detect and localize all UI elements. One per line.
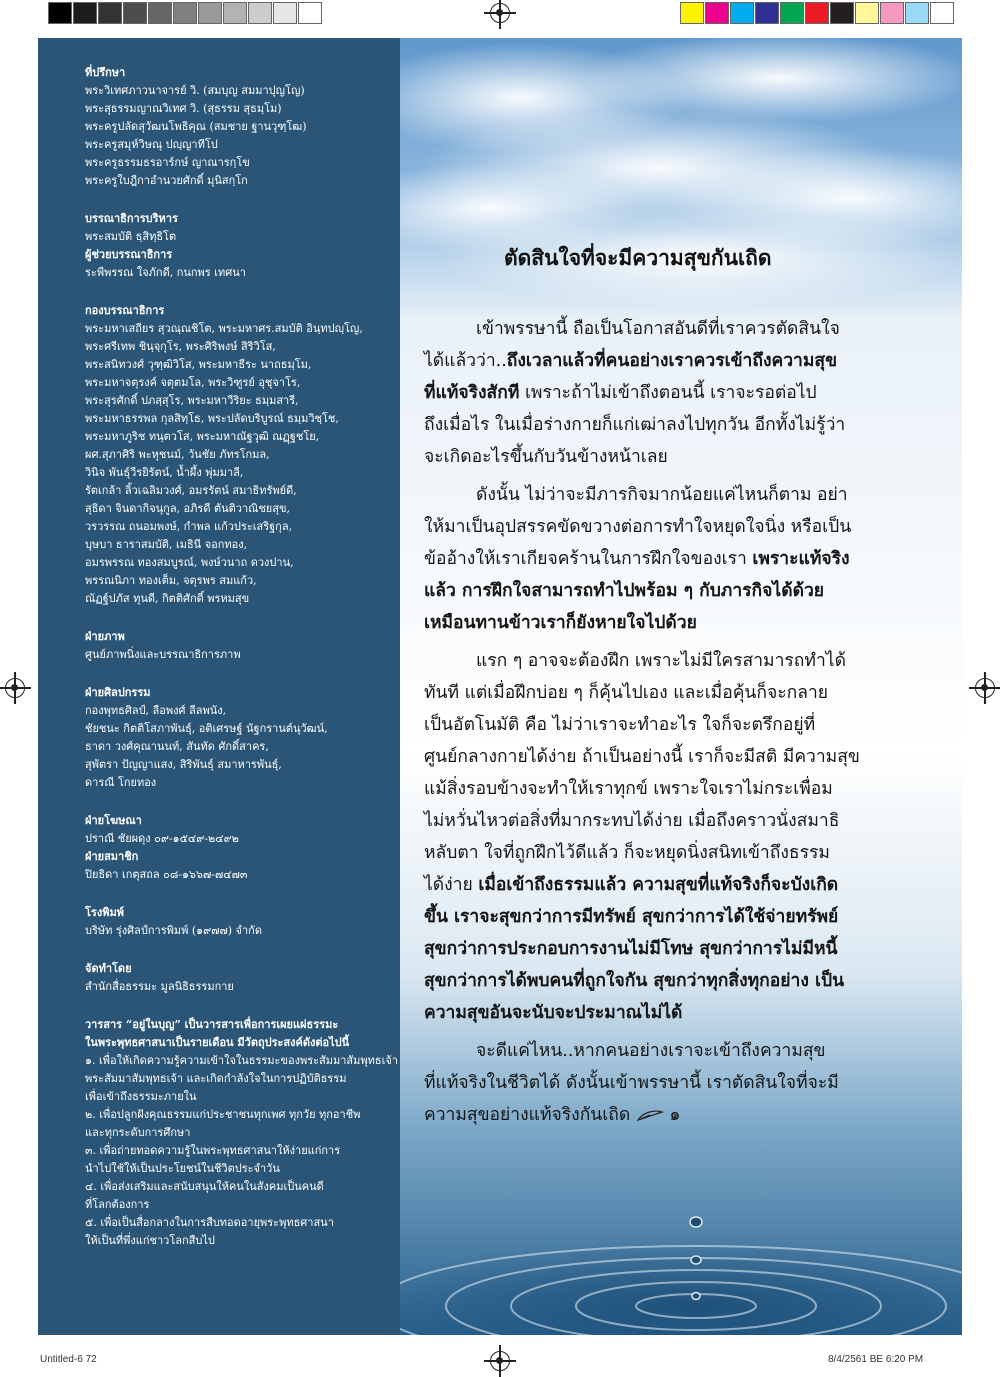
article-line: ให้มาเป็นอุปสรรคขัดขวางต่อการทำใจหยุดใจนิ่ง หรือเป็น bbox=[424, 517, 852, 537]
article-line: เป็นอัตโนมัติ คือ ไม่ว่าเราจะทำอะไร ใจก็จะตรึกอยู่ที่ bbox=[424, 715, 816, 735]
registration-mark-icon bbox=[490, 3, 510, 23]
article-emphasis: ถึงเวลาแล้วที่คนอย่างเราควรเข้าถึงความสุข bbox=[506, 351, 838, 371]
printer-name: บริษัท รุ่งศิลป์การพิมพ์ (๑๙๗๗) จำกัด bbox=[85, 924, 262, 937]
article-line: แม้สิ่งรอบข้างจะทำให้เราทุกข์ เพราะใจเราไม่กระเพื่อม bbox=[424, 779, 833, 799]
managing-editor-name: พระสมบัติ ธฺสิทฺธิโต bbox=[85, 230, 177, 243]
mission-line: และทุกระดับการศึกษา bbox=[85, 1126, 191, 1139]
editorial-board-line: สุธิดา จินดากิจนุกูล, อภิรดี ตันติวาณิชยสุข, bbox=[85, 502, 290, 515]
registration-mark-icon bbox=[975, 678, 995, 698]
editorial-board-line: พระสุรศักดิ์ ปภสฺสุโร, พระมหาวีริยะ ธมฺมสารี, bbox=[85, 394, 299, 407]
art-dept-line: ดารณี โกยทอง bbox=[85, 776, 157, 789]
advisor-name: พระครูใบฎีกาอำนวยศักดิ์ มุนิสกฺโก bbox=[85, 174, 248, 187]
article-line: ทันที แต่เมื่อฝึกบ่อย ๆ ก็คุ้นไปเอง และเมื่อคุ้นก็จะกลาย bbox=[424, 683, 829, 703]
producer-name: สำนักสื่อธรรมะ มูลนิธิธรรมกาย bbox=[85, 980, 234, 993]
art-dept-line: กองพุทธศิลป์, ลือพงศ์ ลีลพนัง, bbox=[85, 704, 227, 717]
article-text-run: ได้แล้วว่า.. bbox=[424, 351, 507, 371]
mission-line: พระสัมมาสัมพุทธเจ้า และเกิดกำลังใจในการปฏิบัติธรรม bbox=[85, 1072, 347, 1085]
photo-dept-title: ฝ่ายภาพ bbox=[85, 630, 125, 643]
article-line: สุขกว่าการได้พบคนที่ถูกใจกัน สุขกว่าทุกสิ่งทุกอย่าง เป็น bbox=[424, 971, 845, 991]
article-line: ไม่หวั่นไหวต่อสิ่งที่มากระทบได้ง่าย เมื่อถึงคราวนั่งสมาธิ bbox=[424, 811, 840, 831]
managing-editor-title: บรรณาธิการบริหาร bbox=[85, 212, 178, 225]
art-dept-line: สุพัตรา ปัญญาแสง, สิริพันธุ์ สมาหารพันธุ์, bbox=[85, 758, 282, 771]
advisor-name: พระครูธรรมธรอาร์กษ์ ญาณารกฺโข bbox=[85, 156, 250, 169]
assistant-editor-title: ผู้ช่วยบรรณาธิการ bbox=[85, 248, 173, 261]
art-dept-title: ฝ่ายศิลปกรรม bbox=[85, 686, 151, 699]
mission-line: นำไปใช้ให้เป็นประโยชน์ในชีวิตประจำวัน bbox=[85, 1162, 280, 1175]
membership-contact: ปิยธิดา เกตุสถล ๐๘-๑๖๖๗-๗๔๗๓ bbox=[85, 868, 248, 881]
quill-pen-icon bbox=[636, 1109, 664, 1123]
article-line: ที่แท้จริงในชีวิตได้ ดังนั้นเข้าพรรษานี้ เราตัดสินใจที่จะมี bbox=[424, 1073, 839, 1093]
article-line: แล้ว การฝึกใจสามารถทำไปพร้อม ๆ กับภารกิจได้ด้วย bbox=[424, 581, 825, 601]
editorial-board-line: พระศรีเทพ ชินฺจฺกุโร, พระศิริพงษ์ สิริวิโส, bbox=[85, 340, 276, 353]
article-emphasis: เพราะแท้จริง bbox=[752, 549, 850, 569]
advisor-name: พระวิเทศภาวนาจารย์ วิ. (สมบุญ สมมาปุญโญ) bbox=[85, 84, 305, 97]
print-slug-filename: Untitled-6 72 bbox=[40, 1354, 97, 1365]
editorial-board-line: พระมหาภูริช ทนฺตวโส, พระมหาณัฐวุฒิ ณฏฺฐชโย, bbox=[85, 430, 320, 443]
article-text-run: เพราะถ้าไม่เข้าถึงตอนนี้ เราจะรอต่อไป bbox=[519, 383, 817, 403]
article-line: ความสุขอันจะนับจะประมาณไม่ได้ bbox=[424, 1003, 683, 1023]
mission-heading: วารสาร “อยู่ในบุญ” เป็นวารสารเพื่อการเผยแผ่ธรรมะ bbox=[85, 1018, 339, 1031]
article-emphasis: ที่แท้จริงสักที bbox=[424, 383, 520, 403]
registration-mark-icon bbox=[490, 1351, 510, 1371]
photo-dept-name: ศูนย์ภาพนิ่งและบรรณาธิการภาพ bbox=[85, 648, 241, 661]
advisor-name: พระครูปลัดสุวัฒนโพธิคุณ (สมชาย ฐานวุฑฺโฒ) bbox=[85, 120, 307, 133]
ads-dept-contact: ปราณี ชัยผดุง ๐๙-๑๕๔๙-๒๔๙๒ bbox=[85, 832, 239, 845]
editorial-board-line: บุษบา ธาราสมบัติ, เมธินี จอกทอง, bbox=[85, 538, 248, 551]
article-emphasis: เมื่อเข้าถึงธรรมแล้ว ความสุขที่แท้จริงก็จะบังเกิด bbox=[478, 875, 839, 895]
article-text-run: ได้ง่าย bbox=[424, 875, 479, 895]
article-text-run: ความสุขอย่างแท้จริงกันเถิด bbox=[424, 1105, 631, 1125]
article-title: ตัดสินใจที่จะมีความสุขกันเถิด bbox=[504, 245, 772, 270]
article-text-run: ข้ออ้างให้เราเกียจคร้านในการฝึกใจของเรา bbox=[424, 549, 753, 569]
ads-dept-title: ฝ่ายโฆษณา bbox=[85, 814, 142, 827]
article-line: แรก ๆ อาจจะต้องฝึก เพราะไม่มีใครสามารถทำได้ bbox=[476, 651, 846, 671]
editorial-board-line: พรรณนิภา ทองเต็ม, จตุรพร สมแก้ว, bbox=[85, 574, 257, 587]
assistant-editor-name: ระพีพรรณ ใจภักดี, กนกพร เทศนา bbox=[85, 266, 246, 279]
article-line: จะดีแค่ไหน..หากคนอย่างเราจะเข้าถึงความสุข bbox=[476, 1041, 826, 1061]
masthead-sidebar bbox=[38, 38, 400, 1335]
article-line: สุขกว่าการประกอบการงานไม่มีโทษ สุขกว่าการไม่มีหนี้ bbox=[424, 939, 838, 959]
membership-title: ฝ่ายสมาชิก bbox=[85, 850, 139, 863]
mission-line: ๕. เพื่อเป็นสื่อกลางในการสืบทอดอายุพระพุทธศาสนา bbox=[85, 1216, 334, 1229]
article-line bbox=[424, 1104, 680, 1126]
mission-line: ๔. เพื่อส่งเสริมและสนับสนุนให้คนในสังคมเป็นคนดี bbox=[85, 1180, 324, 1193]
mission-line: ๒. เพื่อปลูกฝังคุณธรรมแก่ประชาชนทุกเพศ ทุกวัย ทุกอาชีพ bbox=[85, 1108, 361, 1121]
end-mark: ๑ bbox=[669, 1105, 681, 1125]
advisors-title: ที่ปรึกษา bbox=[85, 66, 126, 79]
article-line: เข้าพรรษานี้ ถือเป็นโอกาสอันดีที่เราควรตัดสินใจ bbox=[476, 319, 840, 339]
advisor-name: พระครูสมุห์วิษณุ ปญฺญาทีโป bbox=[85, 138, 218, 151]
editorial-board-line: รัตเกล้า ลิ้วเฉลิมวงศ์, อมรรัตน์ สมาธิทรัพย์ดี, bbox=[85, 484, 297, 497]
editorial-board-line: ณัฏฐ์ปภัส ทุนดี, กิตติศักดิ์ พรหมสุข bbox=[85, 592, 250, 605]
mission-heading: ในพระพุทธศาสนาเป็นรายเดือน มีวัตถุประสงค์ดังต่อไปนี้ bbox=[85, 1036, 350, 1049]
article-line: เหมือนทานข้าวเราก็ยังหายใจไปด้วย bbox=[424, 613, 697, 633]
editorial-board-line: วรวรรณ ถนอมพงษ์, กำพล แก้วประเสริฐกุล, bbox=[85, 520, 293, 533]
article-line bbox=[424, 382, 817, 404]
art-dept-line: ธาดา วงศ์คุณานนท์, สันทัด ศักดิ์สาคร, bbox=[85, 740, 269, 753]
editorial-board-line: พระมหาเสถียร สุวณฺณชิโต, พระมหาศร.สมบัติ อินฺทปญฺโญ, bbox=[85, 322, 363, 335]
article-line: ขึ้น เราจะสุขกว่าการมีทรัพย์ สุขกว่าการได้ใช้จ่ายทรัพย์ bbox=[424, 907, 839, 927]
producer-title: จัดทำโดย bbox=[85, 962, 132, 975]
article-line: ศูนย์กลางกายได้ง่าย ถ้าเป็นอย่างนี้ เราก็จะมีสติ มีความสุข bbox=[424, 747, 860, 767]
mission-line: ๓. เพื่อถ่ายทอดความรู้ในพระพุทธศาสนาให้ง่ายแก่การ bbox=[85, 1144, 341, 1157]
article-line bbox=[424, 874, 838, 896]
editorial-board-line: วินิจ พันธุ์วีรยิรัตน์, น้ำผึ้ง พุ่มมาลี, bbox=[85, 466, 244, 479]
editorial-board-line: พระมหาธรรพล กุลสิทฺโธ, พระปลัดบริบูรณ์ ธมฺมวิชฺโช, bbox=[85, 412, 339, 425]
mission-line: ให้เป็นที่พึ่งแก่ชาวโลกสืบไป bbox=[85, 1234, 215, 1247]
mission-line: ๑. เพื่อให้เกิดความรู้ความเข้าใจในธรรมะของพระสัมมาสัมพุทธเจ้า bbox=[85, 1054, 398, 1067]
editorial-board-line: พระสนิทวงศ์ วุฑฺฒิวิโส, พระมหาธีระ นาถธมฺโม, bbox=[85, 358, 312, 371]
editorial-board-line: ผศ.สุภาศิริ พะหุชนม์, วันชัย ภัทรโกมล, bbox=[85, 448, 270, 461]
editorial-board-line: อมรพรรณ ทองสมบูรณ์, พงษ์วนาถ ดวงปาน, bbox=[85, 556, 294, 569]
article-line: ถึงเมื่อไร ในเมื่อร่างกายก็แก่เฒ่าลงไปทุกวัน อีกทั้งไม่รู้ว่า bbox=[424, 415, 846, 435]
editorial-board-line: พระมหาจตุรงค์ จตุตมโล, พระวิฑูรย์ อุชุจาโร, bbox=[85, 376, 301, 389]
article-line: หลับตา ใจที่ถูกฝึกไว้ดีแล้ว ก็จะหยุดนิ่งสนิทเข้าถึงธรรม bbox=[424, 843, 830, 863]
mission-line: ที่โลกต้องการ bbox=[85, 1198, 150, 1211]
advisor-name: พระสุธรรมญาณวิเทศ วิ. (สุธรรม สุธมฺโม) bbox=[85, 102, 282, 115]
article-line bbox=[424, 350, 837, 372]
article-line: ดังนั้น ไม่ว่าจะมีภารกิจมากน้อยแค่ไหนก็ตาม อย่า bbox=[476, 485, 848, 505]
editorial-board-title: กองบรรณาธิการ bbox=[85, 304, 165, 317]
article-line: จะเกิดอะไรขึ้นกับวันข้างหน้าเลย bbox=[424, 447, 668, 467]
printer-title: โรงพิมพ์ bbox=[85, 906, 124, 919]
art-dept-line: ชัยชนะ กิตติโสภาพันธุ์, อติเศรษฐ์ นัฐกรานต์นุวัฒน์, bbox=[85, 722, 328, 735]
registration-mark-icon bbox=[5, 678, 25, 698]
mission-line: เพื่อเข้าถึงธรรมะภายใน bbox=[85, 1090, 197, 1103]
print-slug-timestamp: 8/4/2561 BE 6:20 PM bbox=[828, 1354, 924, 1365]
article-line bbox=[424, 548, 850, 570]
